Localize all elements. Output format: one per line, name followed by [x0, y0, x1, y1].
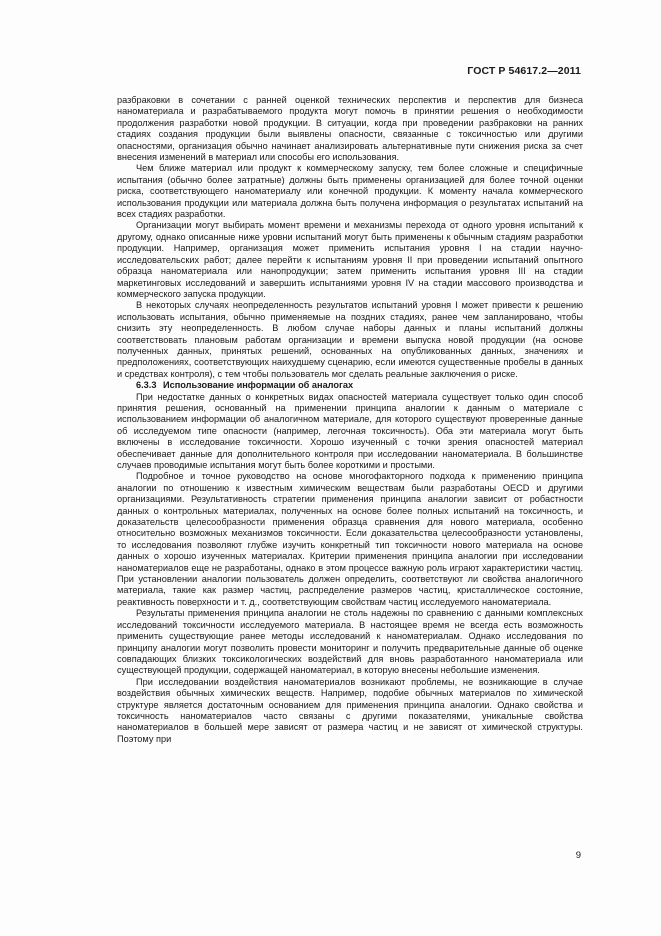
paragraph: Результаты применения принципа аналогии не столь надежны по сравнению с данными комплексных исследований токсичности исследуемого материала. В настоящее время не всегда есть возможность применить существующие ранее методы исследований к наноматериалам. Однако исследования по принципу аналогии могут позволить провести мониторинг и получить предварительные данные об оценке совпадающих близких токсикологических воздействий для вновь разработанного наноматериала или существующей продукции, содержащей наноматериал, в которую внесены небольшие изменения. [117, 608, 583, 676]
page-body [117, 95, 583, 745]
paragraph: Чем ближе материал или продукт к коммерческому запуску, тем более сложные и специфичные испытания (обычно более затратные) должны быть применены организацией для более точной оценки риска, соответствующего наноматериалу или конечной продукции. К моменту начала коммерческого использования продукции или материала должна быть получена информация о результатах испытаний на всех стадиях разработки. [117, 163, 583, 220]
section-number: 6.3.3 [136, 380, 157, 391]
section-title: Использование информации об аналогах [163, 380, 354, 391]
paragraph: При недостатке данных о конкретных видах опасностей материала существует только один способ принятия решения, основанный на применении принципа аналогии к данным о материале с использованием информации об аналогичном материале, для которого существуют проверенные данные об исследуемом типе опасности (например, легочная токсичность). Оба эти материала могут быть включены в исследование токсичности. Хорошо изученный с точки зрения опасностей материал обеспечивает данные для дополнительного контроля при исследовании наноматериала. В большинстве случаев проводимые испытания могут быть более короткими и простыми. [117, 391, 583, 470]
paragraph: При исследовании воздействия наноматериалов возникают проблемы, не возникающие в случае воздействия обычных химических веществ. Например, подобие обычных материалов по химической структуре является достаточным основанием для применения принципа аналогии. Однако свойства и токсичность наноматериалов часто связаны с другими показателями, уникальные свойства наноматериалов в большей мере зависят от размера частиц и не зависят от химической структуры. Поэтому при [117, 676, 583, 744]
document-id-header: ГОСТ Р 54617.2—2011 [467, 65, 581, 77]
paragraph: Подробное и точное руководство на основе многофакторного подхода к применению принципа аналогии по отношению к известным химическим веществам были разработаны OECD и другими организациями. Результативность стратегии применения принципа аналогии зависит от робастности данных о контрольных материалах, полученных на основе более полных испытаний на токсичность, и доказательств целесообразности применения образца сравнения для нового материала, особенно относительно возможных механизмов токсичности. Если доказательства целесообразности установлены, то исследования позволяют глубже изучить конкретный тип токсичности нового материала на основе данных о хорошо изученных материалах. Критерии применения принципа аналогии при исследовании наноматериалов еще не разработаны, однако в этом процессе важную роль играют характеристики частиц. При установлении аналогии пользователь должен определить, соответствуют ли свойства аналогичного материала, такие как размер частиц, распределение размеров частиц, кристаллическое состояние, реактивность поверхности и т. д., соответствующим свойствам частиц исследуемого наноматериала. [117, 471, 583, 607]
section-heading [117, 380, 583, 391]
paragraph: В некоторых случаях неопределенность результатов испытаний уровня I может привести к решению использовать испытания, обычно применяемые на поздних стадиях, ранее чем запланировано, чтобы снизить эту неопределенность. В любом случае наборы данных и планы испытаний должны соответствовать плановым работам организации и времени выпуска новой продукции (на основе полученных данных, принятых решений, основанных на опубликованных данных, значениях и предположениях, соответствующих наихудшему сценарию, если имеются существенные пробелы в данных и средствах контроля), с тем чтобы пользователь мог сделать реальные заключения о риске. [117, 300, 583, 379]
paragraph: Организации могут выбирать момент времени и механизмы перехода от одного уровня испытаний к другому, однако описанные ниже уровни испытаний могут быть применены к обычным стадиям разработки продукции. Например, организация может применить испытания уровня I на стадии научно-исследовательских работ; далее перейти к испытаниям уровня II при проведении испытаний опытного образца наноматериала или нанопродукции; затем применить испытания уровня III на стадии маркетинговых исследований и завершить испытаниями уровня IV на стадии массового производства и коммерческого запуска продукции. [117, 220, 583, 299]
page-number: 9 [575, 850, 581, 861]
paragraph-continued: разбраковки в сочетании с ранней оценкой технических перспектив и перспектив для бизнеса наноматериала и разрабатываемого продукта могут помочь в принятии решения о необходимости продолжения разработки новой продукции. В ситуации, когда при проведении разбраковки на ранних стадиях создания продукции были выявлены опасности, связанные с токсичностью или другими опасностями, организация обычно начинает анализировать альтернативные пути снижения риска за счет внесения изменений в материал или способы его использования. [117, 95, 583, 163]
